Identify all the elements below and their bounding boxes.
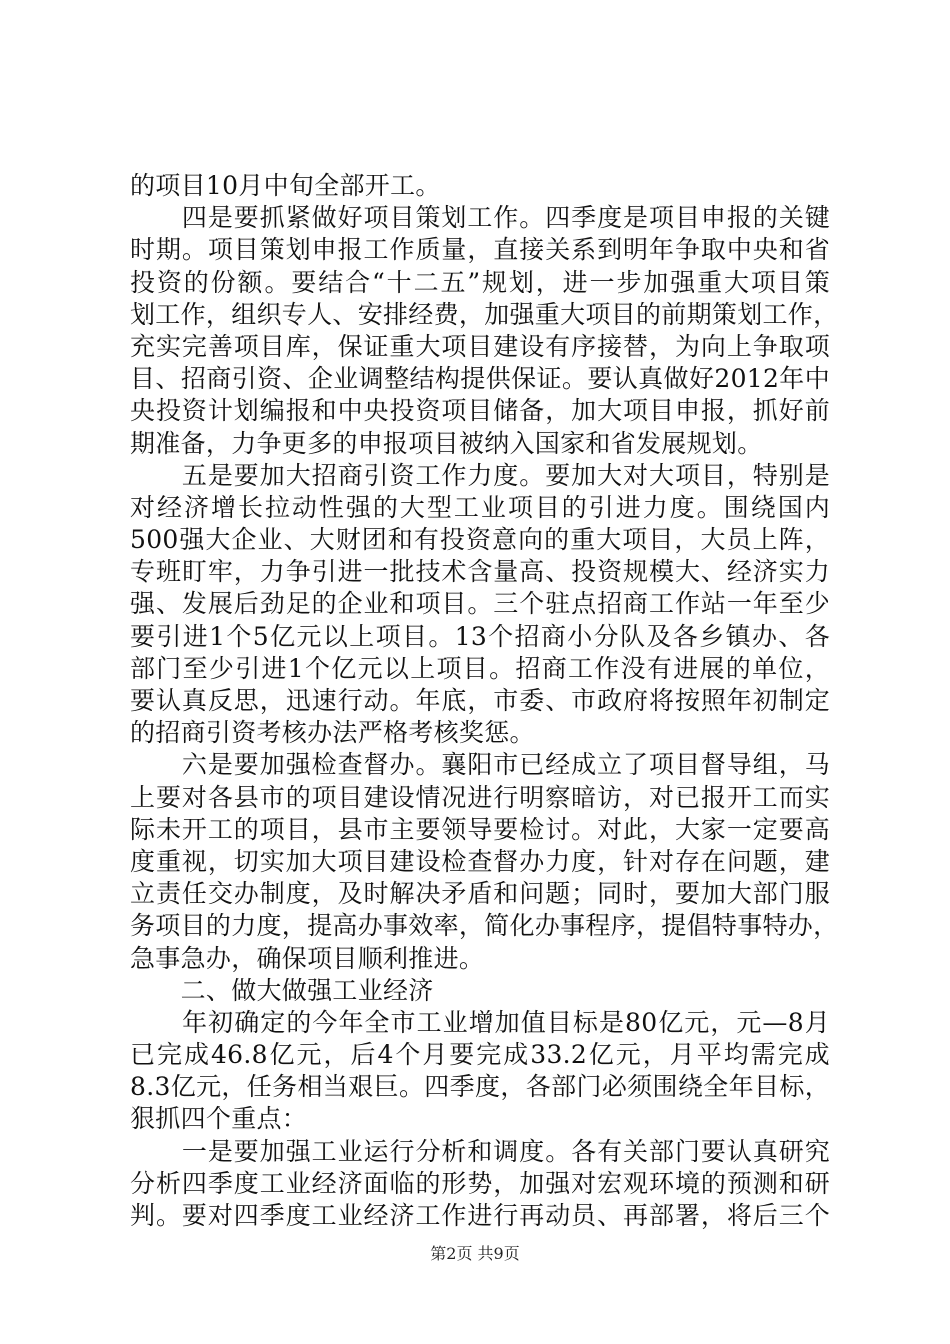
text-line: 际未开工的项目，县市主要领导要检讨。对此，大家一定要高 [130, 814, 830, 844]
text-line: 划工作，组织专人、安排经费，加强重大项目的前期策划工作， [130, 299, 839, 329]
text-line: 投资的份额。要结合“十二五”规划，进一步加强重大项目策 [130, 267, 830, 297]
text-line: 一是要加强工业运行分析和调度。各有关部门要认真研究 [130, 1136, 830, 1166]
text-line: 的项目10月中旬全部开工。 [130, 171, 441, 200]
text-line: 强、发展后劲足的企业和项目。三个驻点招商工作站一年至少 [130, 589, 830, 619]
text-line: 年初确定的今年全市工业增加值目标是80亿元，元—8月 [130, 1007, 830, 1037]
text-line: 500强大企业、大财团和有投资意向的重大项目，大员上阵， [130, 525, 830, 555]
text-line: 要认真反思，迅速行动。年底，市委、市政府将按照年初制定 [130, 686, 830, 715]
text-line: 五是要加大招商引资工作力度。要加大对大项目，特别是 [130, 460, 830, 490]
text-line: 充实完善项目库，保证重大项目建设有序接替，为向上争取项 [130, 331, 830, 361]
page-footer: 第2页 共9页 [430, 1244, 520, 1263]
text-line: 急事急办，确保项目顺利推进。 [130, 943, 485, 973]
text-line: 已完成46.8亿元，后4个月要完成33.2亿元，月平均需完成 [130, 1040, 830, 1070]
text-line: 要引进1个5亿元以上项目。13个招商小分队及各乡镇办、各 [130, 621, 830, 651]
text-line: 度重视，切实加大项目建设检查督办力度，针对存在问题，建 [130, 846, 830, 876]
text-line: 的招商引资考核办法严格考核奖惩。 [130, 718, 535, 748]
text-line: 时期。项目策划申报工作质量，直接关系到明年争取中央和省 [130, 235, 830, 265]
text-line: 立责任交办制度，及时解决矛盾和问题；同时，要加大部门服 [130, 879, 830, 909]
text-line: 二、做大做强工业经济 [130, 975, 434, 1005]
text-line: 四是要抓紧做好项目策划工作。四季度是项目申报的关键 [130, 203, 830, 233]
text-line: 判。要对四季度工业经济工作进行再动员、再部署，将后三个 [130, 1201, 830, 1230]
document-body [130, 170, 839, 1232]
text-line: 上要对各县市的项目建设情况进行明察暗访，对已报开工而实 [130, 782, 830, 812]
text-line: 务项目的力度，提高办事效率，简化办事程序，提倡特事特办， [130, 911, 839, 941]
text-line: 狠抓四个重点： [130, 1104, 308, 1134]
text-line: 期准备，力争更多的申报项目被纳入国家和省发展规划。 [130, 428, 763, 458]
text-line: 8.3亿元，任务相当艰巨。四季度，各部门必须围绕全年目标， [130, 1072, 830, 1102]
text-line: 对经济增长拉动性强的大型工业项目的引进力度。围绕国内 [130, 492, 830, 522]
text-line: 专班盯牢，力争引进一批技术含量高、投资规模大、经济实力 [130, 557, 830, 587]
text-line: 目、招商引资、企业调整结构提供保证。要认真做好2012年中 [130, 364, 830, 394]
text-line: 部门至少引进1个亿元以上项目。招商工作没有进展的单位， [130, 653, 830, 683]
text-line: 六是要加强检查督办。襄阳市已经成立了项目督导组，马 [130, 750, 830, 780]
text-line: 央投资计划编报和中央投资项目储备，加大项目申报，抓好前 [130, 396, 830, 426]
text-line: 分析四季度工业经济面临的形势，加强对宏观环境的预测和研 [130, 1168, 830, 1198]
